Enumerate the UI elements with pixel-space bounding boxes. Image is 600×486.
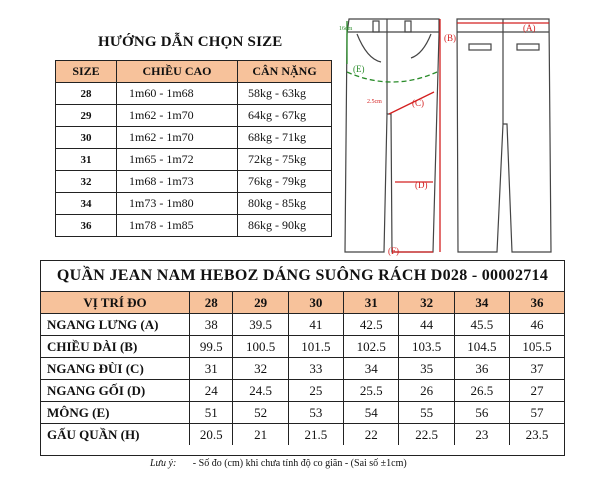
guide-height: 1m78 - 1m85 bbox=[117, 215, 238, 237]
measurement-value: 36 bbox=[454, 358, 509, 380]
product-title: QUẦN JEAN NAM HEBOZ DÁNG SUÔNG RÁCH D028 - 00002714 bbox=[41, 261, 564, 292]
measurement-value: 52 bbox=[233, 402, 288, 424]
measurement-value: 35 bbox=[399, 358, 454, 380]
guide-height: 1m65 - 1m72 bbox=[117, 149, 238, 171]
measurement-value: 104.5 bbox=[454, 336, 509, 358]
measurement-value: 21.5 bbox=[288, 424, 343, 446]
measurement-value: 44 bbox=[399, 314, 454, 336]
measurement-value: 56 bbox=[454, 402, 509, 424]
measurement-label: NGANG GỐI (D) bbox=[41, 380, 190, 402]
guide-weight: 68kg - 71kg bbox=[238, 127, 332, 149]
header-weight: CÂN NẶNG bbox=[238, 61, 332, 83]
measurement-value: 34 bbox=[344, 358, 399, 380]
measurement-value: 21 bbox=[233, 424, 288, 446]
guide-size: 28 bbox=[56, 83, 117, 105]
size-guide-table bbox=[55, 60, 332, 237]
guide-weight: 64kg - 67kg bbox=[238, 105, 332, 127]
header-size: SIZE bbox=[56, 61, 117, 83]
guide-size: 31 bbox=[56, 149, 117, 171]
measurement-row bbox=[41, 402, 564, 424]
header-height: CHIỀU CAO bbox=[117, 61, 238, 83]
measurement-label: CHIỀU DÀI (B) bbox=[41, 336, 190, 358]
size-guide-header-row bbox=[56, 61, 332, 83]
measurement-label: MÔNG (E) bbox=[41, 402, 190, 424]
measurement-value: 102.5 bbox=[344, 336, 399, 358]
guide-weight: 80kg - 85kg bbox=[238, 193, 332, 215]
measurement-value: 55 bbox=[399, 402, 454, 424]
size-guide-title: HƯỚNG DẪN CHỌN SIZE bbox=[98, 34, 283, 50]
guide-height: 1m62 - 1m70 bbox=[117, 105, 238, 127]
measurement-value: 105.5 bbox=[510, 336, 564, 358]
header-position: VỊ TRÍ ĐO bbox=[41, 292, 190, 314]
note-label: Lưu ý: bbox=[150, 458, 177, 469]
header-size: 29 bbox=[233, 292, 288, 314]
measurement-value: 46 bbox=[510, 314, 564, 336]
measurement-value: 25 bbox=[288, 380, 343, 402]
measurement-value: 54 bbox=[344, 402, 399, 424]
label-f: (F) bbox=[388, 246, 399, 256]
measurement-value: 22 bbox=[344, 424, 399, 446]
header-size: 34 bbox=[454, 292, 509, 314]
measurement-value: 20.5 bbox=[190, 424, 233, 446]
guide-size: 34 bbox=[56, 193, 117, 215]
measurement-header-row bbox=[41, 292, 564, 314]
header-size: 32 bbox=[399, 292, 454, 314]
measurement-value: 31 bbox=[190, 358, 233, 380]
label-c: (C) bbox=[412, 98, 424, 108]
measurement-value: 51 bbox=[190, 402, 233, 424]
measurement-value: 57 bbox=[510, 402, 564, 424]
measurement-label: NGANG LƯNG (A) bbox=[41, 314, 190, 336]
header-size: 36 bbox=[510, 292, 564, 314]
measurement-value: 27 bbox=[510, 380, 564, 402]
measurement-panel bbox=[40, 260, 565, 456]
measurement-table bbox=[41, 292, 564, 445]
measurement-label: NGANG ĐÙI (C) bbox=[41, 358, 190, 380]
guide-size: 36 bbox=[56, 215, 117, 237]
measurement-row bbox=[41, 358, 564, 380]
measurement-value: 26.5 bbox=[454, 380, 509, 402]
label-b: (B) bbox=[444, 33, 456, 43]
label-e: (E) bbox=[353, 64, 365, 74]
guide-height: 1m62 - 1m70 bbox=[117, 127, 238, 149]
guide-height: 1m68 - 1m73 bbox=[117, 171, 238, 193]
guide-height: 1m73 - 1m80 bbox=[117, 193, 238, 215]
guide-size: 32 bbox=[56, 171, 117, 193]
note-text: - Số đo (cm) khi chưa tính độ co giãn - (Sai số ±1cm) bbox=[192, 458, 407, 469]
pants-back-outline bbox=[457, 19, 551, 252]
size-guide-row bbox=[56, 149, 332, 171]
header-size: 28 bbox=[190, 292, 233, 314]
measurement-value: 25.5 bbox=[344, 380, 399, 402]
pants-front-outline bbox=[345, 19, 439, 252]
guide-size: 29 bbox=[56, 105, 117, 127]
pants-diagram bbox=[337, 14, 560, 262]
measurement-label: GẤU QUẦN (H) bbox=[41, 424, 190, 446]
measurement-value: 37 bbox=[510, 358, 564, 380]
measurement-value: 41 bbox=[288, 314, 343, 336]
measurement-value: 53 bbox=[288, 402, 343, 424]
size-guide-row bbox=[56, 127, 332, 149]
measurement-value: 39.5 bbox=[233, 314, 288, 336]
header-size: 30 bbox=[288, 292, 343, 314]
dim-2-5cm: 2.5cm bbox=[367, 99, 382, 105]
measurement-value: 103.5 bbox=[399, 336, 454, 358]
label-a: (A) bbox=[523, 23, 536, 33]
size-guide-row bbox=[56, 83, 332, 105]
guide-height: 1m60 - 1m68 bbox=[117, 83, 238, 105]
measurement-value: 101.5 bbox=[288, 336, 343, 358]
dimension-lines bbox=[347, 19, 549, 252]
guide-weight: 72kg - 75kg bbox=[238, 149, 332, 171]
measurement-value: 45.5 bbox=[454, 314, 509, 336]
size-guide-row bbox=[56, 193, 332, 215]
measurement-value: 100.5 bbox=[233, 336, 288, 358]
measurement-value: 32 bbox=[233, 358, 288, 380]
label-d: (D) bbox=[415, 180, 428, 190]
measurement-row bbox=[41, 380, 564, 402]
measurement-value: 33 bbox=[288, 358, 343, 380]
size-guide-row bbox=[56, 105, 332, 127]
measurement-value: 22.5 bbox=[399, 424, 454, 446]
measurement-value: 26 bbox=[399, 380, 454, 402]
measurement-row bbox=[41, 336, 564, 358]
measurement-value: 23.5 bbox=[510, 424, 564, 446]
measurement-value: 38 bbox=[190, 314, 233, 336]
dim-16cm: 16cm bbox=[339, 26, 353, 32]
guide-weight: 58kg - 63kg bbox=[238, 83, 332, 105]
size-guide-row bbox=[56, 215, 332, 237]
measurement-value: 42.5 bbox=[344, 314, 399, 336]
guide-weight: 86kg - 90kg bbox=[238, 215, 332, 237]
guide-weight: 76kg - 79kg bbox=[238, 171, 332, 193]
size-guide-row bbox=[56, 171, 332, 193]
header-size: 31 bbox=[344, 292, 399, 314]
measurement-value: 23 bbox=[454, 424, 509, 446]
measurement-value: 99.5 bbox=[190, 336, 233, 358]
measurement-row bbox=[41, 314, 564, 336]
guide-size: 30 bbox=[56, 127, 117, 149]
measurement-value: 24 bbox=[190, 380, 233, 402]
measurement-value: 24.5 bbox=[233, 380, 288, 402]
note-line bbox=[150, 458, 407, 469]
measurement-row bbox=[41, 424, 564, 446]
